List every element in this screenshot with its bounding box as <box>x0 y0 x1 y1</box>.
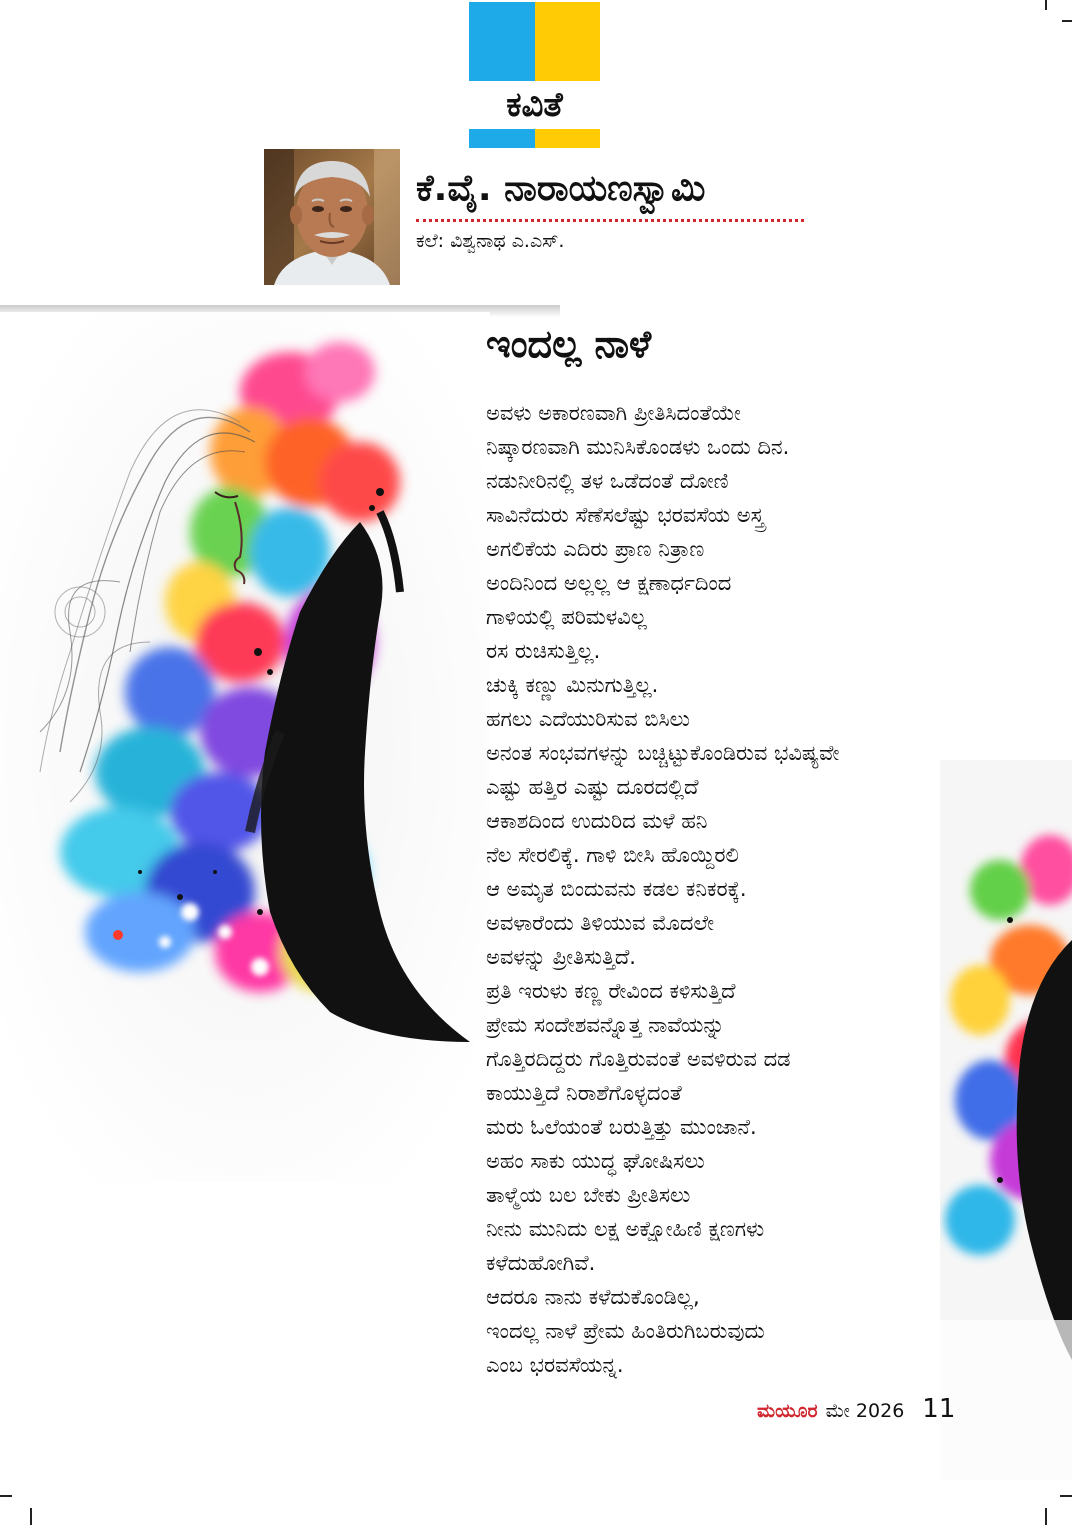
poem-line: ಅವಳಾರೆಂದು ತಿಳಿಯುವ ಮೊದಲೇ <box>486 911 714 935</box>
crop-mark <box>1045 0 1047 10</box>
poem-line: ಎಂಬ ಭರವಸೆಯನ್ನ. <box>486 1353 624 1377</box>
crop-mark <box>30 1508 32 1525</box>
poem-line: ಆಕಾಶದಿಂದ ಉದುರಿದ ಮಳೆ ಹನಿ <box>486 809 708 833</box>
poem-line: ಕಳೆದುಹೋಗಿವೆ. <box>486 1251 596 1275</box>
crop-mark <box>0 1495 12 1497</box>
poem-line: ಅಗಲಿಕೆಯ ಎದಿರು ಪ್ರಾಣ ನಿತ್ರಾಣ <box>486 537 705 561</box>
section-color-block-blue <box>469 2 535 81</box>
poem-line: ಅನಂತ ಸಂಭವಗಳನ್ನು ಬಚ್ಚಿಟ್ಟುಕೊಂಡಿರುವ ಭವಿಷ್ಯವೇ <box>486 741 840 765</box>
poem-line: ಇಂದಲ್ಲ ನಾಳೆ ಪ್ರೇಮ ಹಿಂತಿರುಗಿಬರುವುದು <box>486 1319 765 1343</box>
poem-line: ಸಾವಿನೆದುರು ಸೆಣೆಸಲೆಷ್ಟು ಭರವಸೆಯ ಅಸ್ತ್ರ <box>486 503 765 527</box>
crop-mark <box>1060 1495 1072 1497</box>
poem-line: ಎಷ್ಟು ಹತ್ತಿರ ಎಷ್ಟು ದೂರದಲ್ಲಿದೆ <box>486 775 699 799</box>
poem-illustration-fragment <box>940 760 1072 1480</box>
poem-line: ಅವಳನ್ನು ಪ್ರೀತಿಸುತ್ತಿದೆ. <box>486 945 636 969</box>
poem-line: ಗಾಳಿಯಲ್ಲಿ ಪರಿಮಳವಿಲ್ಲ <box>486 605 647 629</box>
poem-line: ನಡುನೀರಿನಲ್ಲಿ ತಳ ಒಡೆದಂತೆ ದೋಣಿ <box>486 469 729 493</box>
page-footer <box>757 1394 955 1430</box>
crop-mark <box>1045 1508 1047 1525</box>
poem-line: ಅಂದಿನಿಂದ ಅಲ್ಲಲ್ಲ ಆ ಕ್ಷಣಾರ್ಧದಿಂದ <box>486 571 732 595</box>
poem-line: ಮರು ಓಲೆಯಂತೆ ಬರುತ್ತಿತ್ತು ಮುಂಜಾನೆ. <box>486 1115 757 1139</box>
section-header <box>469 2 600 148</box>
poem-line: ನೆಲ ಸೇರಲಿಕ್ಕೆ. ಗಾಳಿ ಬೀಸಿ ಹೊಯ್ದಿರಲಿ <box>486 843 739 867</box>
crop-mark <box>1062 20 1072 22</box>
poem-line: ಪ್ರೇಮ ಸಂದೇಶವನ್ನೊತ್ತ ನಾವೆಯನ್ನು <box>486 1013 725 1037</box>
poem-line: ಪ್ರತಿ ಇರುಳು ಕಣ್ಣ ರೇವಿಂದ ಕಳಿಸುತ್ತಿದೆ <box>486 979 736 1003</box>
section-color-strip-blue <box>469 129 535 148</box>
poem-illustration <box>0 312 490 1182</box>
poem-line: ತಾಳ್ಮೆಯ ಬಲ ಬೇಕು ಪ್ರೀತಿಸಲು <box>486 1183 691 1207</box>
magazine-name: ಮಯೂರ <box>757 1400 818 1422</box>
poem-title: ಇಂದಲ್ಲ ನಾಳೆ <box>486 322 652 366</box>
poem-body <box>486 396 956 1382</box>
author-divider <box>416 219 804 222</box>
poem-line: ಆ ಅಮೃತ ಬಿಂದುವನು ಕಡಲ ಕನಿಕರಕ್ಕೆ. <box>486 877 747 901</box>
section-color-strip-yellow <box>535 129 600 148</box>
poem-line: ಕಾಯುತ್ತಿದೆ ನಿರಾಶೆಗೊಳ್ಳದಂತೆ <box>486 1081 682 1105</box>
issue-date: ಮೇ 2026 <box>825 1400 905 1422</box>
poem-line: ನಿಷ್ಕಾರಣವಾಗಿ ಮುನಿಸಿಕೊಂಡಳು ಒಂದು ದಿನ. <box>486 435 790 459</box>
section-color-block-yellow <box>535 2 600 81</box>
poem-line: ಚುಕ್ಕಿ ಕಣ್ಣು ಮಿನುಗುತ್ತಿಲ್ಲ. <box>486 673 659 697</box>
page-number: 11 <box>922 1394 956 1424</box>
poem-line: ನೀನು ಮುನಿದು ಲಕ್ಷ ಅಕ್ಷೋಹಿಣಿ ಕ್ಷಣಗಳು <box>486 1217 765 1241</box>
poem-line: ಆದರೂ ನಾನು ಕಳೆದುಕೊಂಡಿಲ್ಲ, <box>486 1285 700 1309</box>
poem-line: ಹಗಲು ಎದೆಯುರಿಸುವ ಬಿಸಿಲು <box>486 707 690 731</box>
author-photo <box>264 149 400 285</box>
section-label: ಕವಿತೆ <box>506 85 563 125</box>
poem-line: ಗೊತ್ತಿರದಿದ್ದರು ಗೊತ್ತಿರುವಂತೆ ಅವಳಿರುವ ದಡ <box>486 1047 791 1071</box>
poem-line: ಅವಳು ಅಕಾರಣವಾಗಿ ಪ್ರೀತಿಸಿದಂತೆಯೇ <box>486 401 741 425</box>
author-name: ಕೆ.ವೈ. ನಾರಾಯಣಸ್ವಾಮಿ <box>416 168 706 209</box>
poem-line: ಅಹಂ ಸಾಕು ಯುದ್ಧ ಘೋಷಿಸಲು <box>486 1149 705 1173</box>
poem-line: ರಸ ರುಚಿಸುತ್ತಿಲ್ಲ. <box>486 639 601 663</box>
illustration-credit: ಕಲೆ: ವಿಶ್ವನಾಥ ಎ.ಎಸ್. <box>416 230 565 252</box>
